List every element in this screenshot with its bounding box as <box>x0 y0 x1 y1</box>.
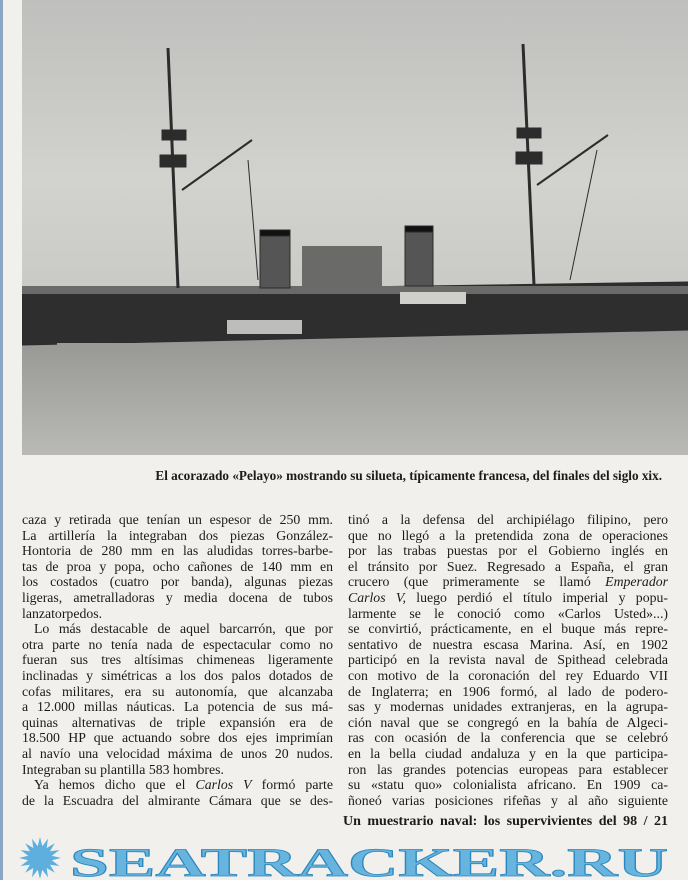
text-line: ron las grandes potencias europeas para establecer <box>348 761 668 777</box>
text-line: caza y retirada que tenían un espesor de 250 mm. <box>22 512 333 527</box>
page-edge <box>0 0 3 880</box>
text-line: Lo más destacable de aquel barcarrón, que por <box>34 621 333 637</box>
svg-text:SEATRACKER.RU: SEATRACKER.RU <box>70 840 668 880</box>
text-line: Ya hemos dicho que el Carlos V formó parte <box>34 777 333 793</box>
text-line: su «statu quo» colonialista africano. En 1909 ca- <box>348 777 668 793</box>
text-line: Carlos V, luego perdió el título imperial y popu- <box>348 589 668 605</box>
text-line: los costados (cuatro por banda), algunas piezas <box>22 574 333 590</box>
text-line: sas y modernas unidades extranjeras, en la agrupa- <box>348 699 668 715</box>
text-line: Hontoria de 280 mm en las aludidas torres-barbe- <box>22 543 333 559</box>
sun-icon <box>19 837 61 879</box>
text-line: lanzatorpedos. <box>22 605 103 621</box>
text-line: inclinadas y simétricas a los dos palos dotados de <box>22 667 333 683</box>
photo-caption: El acorazado «Pelayo» mostrando su silueta, típicamente francesa, del finales del siglo xix. <box>155 468 662 483</box>
text-line: tas de proa y popa, ocho cañones de 140 mm en <box>22 558 333 574</box>
text-line: de Inglaterra; en 1906 formó, al lado de podero- <box>348 683 668 699</box>
text-line: 18.500 HP que actuando sobre dos ejes imprimían <box>22 730 333 746</box>
text-line: crucero (que primeramente se llamó Emperador <box>348 574 668 590</box>
text-line: se convirtió, prácticamente, en el buque más repre- <box>348 621 668 637</box>
text-line: larmente se le conoció como «Carlos Usted»...) <box>348 605 668 621</box>
text-line: sentativo de nuestra escasa Marina. Así, en 1902 <box>348 636 668 652</box>
text-line: quinas alternativas de triple expansión era de <box>22 714 333 730</box>
text-line: el tránsito por Suez. Regresado a España, el gran <box>348 558 668 574</box>
text-line: La artillería la integraban dos piezas González- <box>22 527 333 543</box>
text-line: ñoneó varias posiciones rifeñas y al año siguiente <box>348 792 668 808</box>
text-line: participó en la revista naval de Spithead celebrada <box>348 652 668 668</box>
text-line: otra parte no tenía nada de espectacular como no <box>22 636 333 652</box>
text-line: al navío una velocidad máxima de unos 20 nudos. <box>22 745 333 761</box>
text-line: Integraban su plantilla 583 hombres. <box>22 761 224 777</box>
text-line: cofas militares, era su autonomía, que alcanzaba <box>22 683 333 699</box>
text-line: en la bella ciudad andaluza y en la que participa- <box>348 745 668 761</box>
text-line: tinó a la defensa del archipiélago filipino, pero <box>348 512 668 527</box>
text-line: por las trabas puestas por el Gobierno inglés en <box>348 543 668 559</box>
ship-photo <box>22 0 688 455</box>
text-line: con motivo de la coronación del rey Eduardo VII <box>348 667 668 683</box>
text-line: fueran sus tres altísimas chimeneas ligeramente <box>22 652 333 668</box>
text-line: ras con ocasión de la conferencia que se celebró <box>348 730 668 746</box>
text-line: que no llegó a la pretendida zona de operaciones <box>348 527 668 543</box>
text-line: ción naval que se congregó en la bahía de Algeci- <box>348 714 668 730</box>
right-column <box>348 512 668 808</box>
text-line: ligeras, ametralladoras y media docena de tubos <box>22 589 333 605</box>
left-column <box>22 512 333 808</box>
text-line: de la Escuadra del almirante Cámara que se des- <box>22 792 333 808</box>
watermark-logo <box>0 834 688 880</box>
running-footer: Un muestrario naval: los supervivientes del 98 / 21 <box>343 814 668 829</box>
text-line: a 12.000 millas náuticas. La potencia de sus má- <box>22 699 333 715</box>
